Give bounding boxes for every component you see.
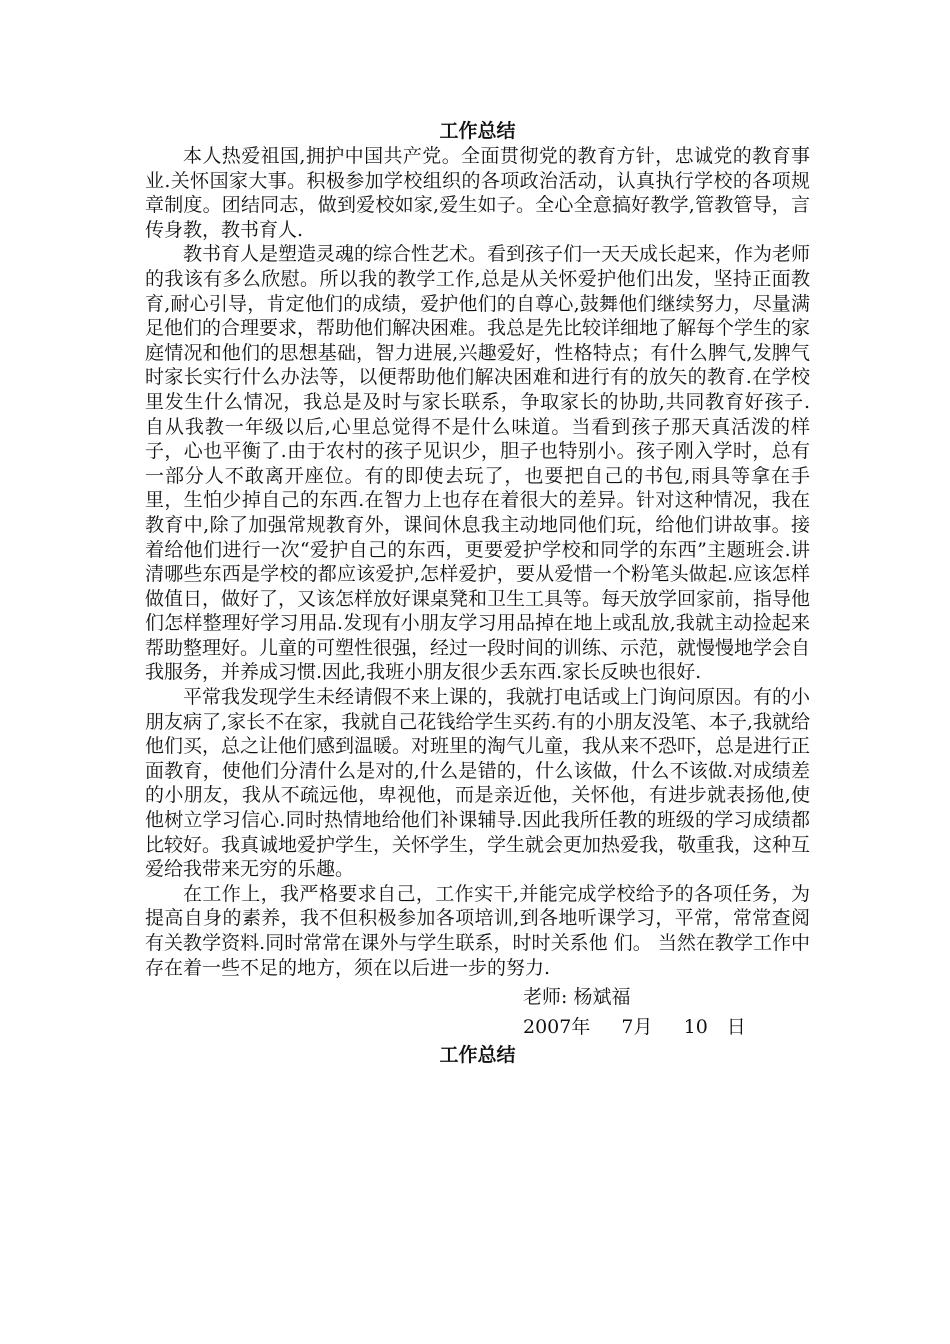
document-title: 工作总结	[439, 120, 516, 142]
signature-line: 老师: 杨斌福	[523, 986, 631, 1009]
paragraph-4: 在工作上，我严格要求自己，工作实干,并能完成学校给予的各项任务，为提高自身的素养，我不但积极参加各项培训,到各地听课学习，平常，常常查阅有关教学资料.同时常常在课外与学生联系，时时关系他 们。 当然在教学工作中存在着一些不足的地方，须在以后进一步的努力.	[145, 882, 810, 979]
date-line: 2007年 7月 10 日	[523, 1016, 746, 1039]
paragraph-2: 教书育人是塑造灵魂的综合性艺术。看到孩子们一天天成长起来，作为老师的我该有多么欣慰。所以我的教学工作,总是从关怀爱护他们出发，坚持正面教育,耐心引导，肯定他们的成绩，爱护他们的自尊心,鼓舞他们继续努力，尽量满足他们的合理要求，帮助他们解决困难。我总是先比较详细地了解每个学生的家庭情况和他们的思想基础，智力进展,兴趣爱好，性格特点；有什么脾气,发脾气时家长实行什么办法等，以便帮助他们解决困难和进行有的放矢的教育.在学校里发生什么情况，我总是及时与家长联系，争取家长的协助,共同教育好孩子. 自从我教一年级以后,心里总觉得不是什么味道。当看到孩子那天真活泼的样子，心也平衡了.由于农村的孩子见识少，胆子也特别小。孩子刚入学时，总有一部分人不敢离开座位。有的即使去玩了，也要把自己的书包,雨具等拿在手里，生怕少掉自己的东西.在智力上也存在着很大的差异。针对这种情况，我在教育中,除了加强常规教育外，课间休息我主动地同他们玩，给他们讲故事。接着给他们进行一次“爱护自己的东西，更要爱护学校和同学的东西”主题班会.讲清哪些东西是学校的都应该爱护,怎样爱护，要从爱惜一个粉笔头做起.应该怎样做值日，做好了，又该怎样放好课桌凳和卫生工具等。每天放学回家前，指导他们怎样整理好学习用品.发现有小朋友学习用品掉在地上或乱放,我就主动捡起来帮助整理好。儿童的可塑性很强，经过一段时间的训练、示范，就慢慢地学会自我服务，并养成习惯.因此,我班小朋友很少丢东西.家长反映也很好.	[145, 243, 868, 684]
paragraph-3: 平常我发现学生未经请假不来上课的，我就打电话或上门询问原因。有的小朋友病了,家长不在家，我就自己花钱给学生买药.有的小朋友没笔、本子,我就给他们买，总之让他们感到温暖。对班里的淘气儿童，我从来不恐吓，总是进行正面教育，使他们分清什么是对的,什么是错的，什么该做，什么不该做.对成绩差的小朋友，我从不疏远他，卑视他，而是亲近他，关怀他，有进步就表扬他,使他树立学习信心.同时热情地给他们补课辅导.因此我所任教的班级的学习成绩都比较好。我真诚地爱护学生，关怀学生，学生就会更加热爱我，敬重我，这种互爱给我带来无穷的乐趣。	[145, 686, 811, 881]
next-page-title: 工作总结	[439, 1044, 516, 1067]
document-page	[145, 118, 868, 1068]
paragraph-1: 本人热爱祖国,拥护中国共产党。全面贯彻党的教育方针，忠诚党的教育事业.关怀国家大事。积极参加学校组织的各项政治活动，认真执行学校的各项规章制度。团结同志，做到爱校如家,爱生如子。全心全意搞好教学,管教管导，言传身教，教书育人.	[145, 145, 810, 241]
